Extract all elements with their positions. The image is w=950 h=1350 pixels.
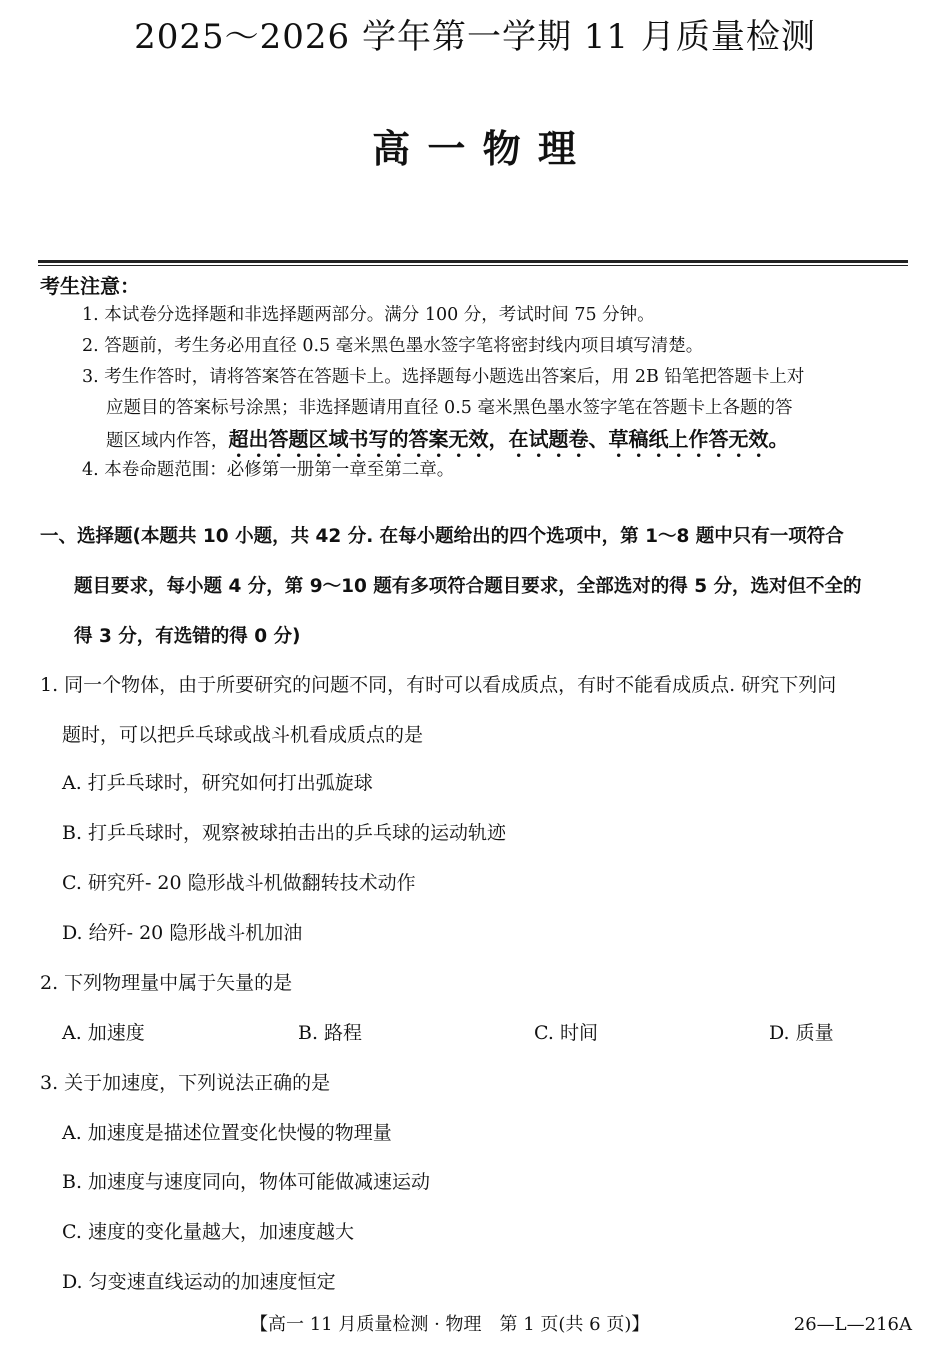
footer-page-info: 【高一 11 月质量检测 · 物理 第 1 页(共 6 页)】: [250, 1314, 650, 1335]
notice-warning-emphasis: 超出答题区域书写的答案无效，在试题卷、草稿纸上作答无效。: [228, 427, 789, 451]
question-2-option-b: B. 路程: [298, 1022, 363, 1044]
question-1-option-b: B. 打乒乓球时，观察被球拍击出的乒乓球的运动轨迹: [62, 822, 507, 844]
subject-title: 高 一 物 理: [372, 127, 578, 171]
notice-item-3-line3-plain: 题区域内作答，: [106, 431, 229, 451]
section-heading-line2: 题目要求，每小题 4 分，第 9～10 题有多项符合题目要求，全部选对的得 5 分，选对但不全的: [74, 576, 862, 597]
notice-item-2: 2. 答题前，考生务必用直径 0.5 毫米黑色墨水签字笔将密封线内项目填写清楚。: [82, 336, 704, 356]
notice-item-3: [82, 362, 914, 462]
question-2-stem: 2. 下列物理量中属于矢量的是: [40, 972, 293, 994]
question-3-option-b: B. 加速度与速度同向，物体可能做减速运动: [62, 1171, 431, 1193]
header-rule-thick: [38, 260, 908, 263]
question-2-option-c: C. 时间: [534, 1022, 598, 1044]
question-1-option-d: D. 给歼- 20 隐形战斗机加油: [62, 922, 303, 944]
question-1-option-a: A. 打乒乓球时，研究如何打出弧旋球: [62, 772, 373, 794]
question-1-stem-line1: 1. 同一个物体，由于所要研究的问题不同，有时可以看成质点，有时不能看成质点. 研究下列问: [40, 674, 837, 696]
question-1-stem-line2: 题时，可以把乒乓球或战斗机看成质点的是: [62, 724, 424, 746]
exam-title: 2025～2026 学年第一学期 11 月质量检测: [134, 17, 816, 57]
footer-paper-code: 26—L—216A: [793, 1314, 912, 1335]
notice-heading: 考生注意：: [40, 274, 140, 298]
question-3-option-a: A. 加速度是描述位置变化快慢的物理量: [62, 1122, 392, 1144]
header-rule-thin: [38, 265, 908, 266]
notice-item-1: 1. 本试卷分选择题和非选择题两部分。满分 100 分，考试时间 75 分钟。: [82, 305, 655, 325]
section-heading-line1: 一、选择题(本题共 10 小题，共 42 分. 在每小题给出的四个选项中，第 1～8 题中只有一项符合: [40, 526, 844, 547]
notice-item-3-line2: 应题目的答案标号涂黑；非选择题请用直径 0.5 毫米黑色墨水签字笔在答题卡上各题的答: [106, 398, 793, 418]
section-heading-choice: [40, 512, 918, 662]
question-3-option-d: D. 匀变速直线运动的加速度恒定: [62, 1271, 336, 1293]
section-heading-line3: 得 3 分，有选错的得 0 分): [74, 626, 301, 647]
notice-item-3-line1: 3. 考生作答时，请将答案答在答题卡上。选择题每小题选出答案后，用 2B 铅笔把答题卡上对: [82, 367, 805, 387]
notice-item-4: 4. 本卷命题范围：必修第一册第一章至第二章。: [82, 460, 455, 480]
question-2-option-d: D. 质量: [769, 1022, 834, 1044]
question-3-option-c: C. 速度的变化量越大，加速度越大: [62, 1221, 354, 1243]
question-1-option-c: C. 研究歼- 20 隐形战斗机做翻转技术动作: [62, 872, 416, 894]
question-3-stem: 3. 关于加速度，下列说法正确的是: [40, 1072, 331, 1094]
question-1-stem: [40, 660, 920, 760]
question-2-option-a: A. 加速度: [62, 1022, 145, 1044]
